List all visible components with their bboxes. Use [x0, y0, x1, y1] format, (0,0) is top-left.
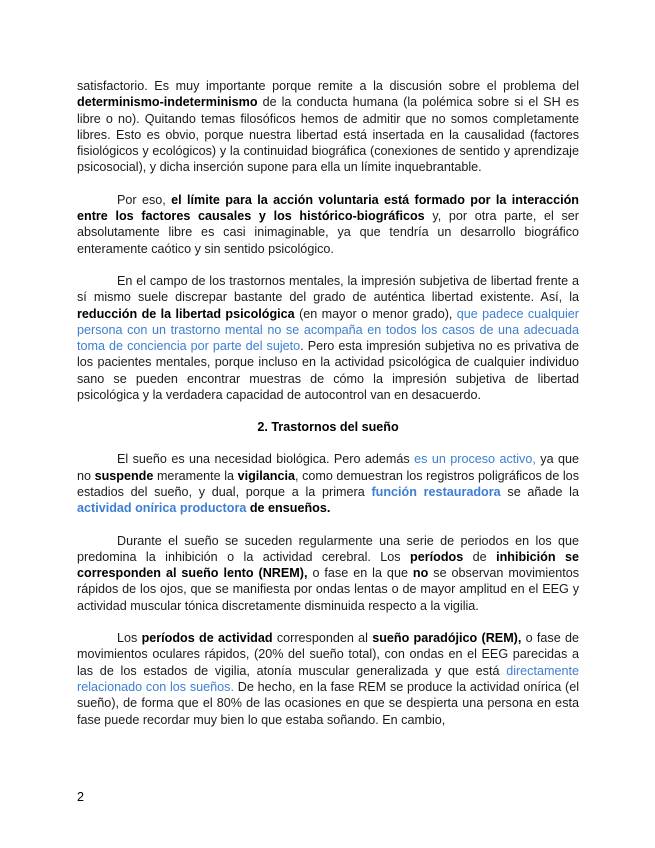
- bold-term: sueño paradójico (REM),: [372, 631, 522, 646]
- bold-term: períodos: [410, 549, 464, 564]
- bold-term: el límite para la acción voluntaria está formado por la interacción entre los factores causales y los histórico-biográficos: [77, 192, 579, 224]
- text-run: (en mayor o menor grado),: [294, 306, 457, 321]
- paragraph-sueno-nrem: [77, 533, 579, 614]
- text-run: Por eso,: [117, 192, 172, 207]
- text-run: de: [463, 549, 497, 564]
- highlighted-text: es un proceso activo,: [414, 452, 536, 467]
- text-run: de la conducta humana (la polémica sobre si el SH es libre o no). Quitando temas filosóficos hemos de admitir que no somos completamente libres. Esto es obvio, porque nuestra libertad está insertada en la causalidad (factores fisiológicos y ecológicos) y la continuidad biográfica (conexiones de sentido y aprendizaje psicosocial), y dicha inserción supone para ella un límite inquebrantable.: [77, 95, 579, 175]
- paragraph-limite-accion-voluntaria: [77, 192, 579, 257]
- highlighted-bold-term: función restauradora: [371, 484, 501, 499]
- text-run: , como demuestran los registros poligráficos de los estadios del sueño, y dual, porque a la primera: [77, 468, 579, 499]
- text-run: ya que no: [77, 452, 579, 483]
- bold-term: períodos de actividad: [141, 631, 273, 646]
- text-run: meramente la: [153, 468, 238, 483]
- document-page: [77, 78, 579, 728]
- page-number: 2: [77, 790, 85, 804]
- text-run: se añade la: [500, 484, 579, 499]
- text-run: En el campo de los trastornos mentales, la impresión subjetiva de libertad frente a sí mismo suele discrepar bastante del grado de auténtica libertad existente. Así, la: [77, 273, 579, 305]
- bold-term: inhibición se corresponden al sueño lento (NREM),: [77, 549, 579, 581]
- paragraph-libertad-causalidad: [77, 78, 579, 176]
- bold-term: de ensueños.: [246, 501, 331, 516]
- text-run: o fase en la que: [307, 566, 413, 581]
- text-run: y, por otra parte, el ser absolutamente libre es casi inimaginable, ya que tendría un desarrollo biográfico enteramente caótico y sin sentido psicológico.: [77, 209, 579, 256]
- text-run: . Pero esta impresión subjetiva no es privativa de los pacientes mentales, porque incluso en la actividad psicológica de cualquier individuo sano se pueden encontrar muestras de cómo la impresión subjetiva de libertad psicológica y la verdadera capacidad de autocontrol van en desacuerdo.: [77, 339, 579, 403]
- text-run: o fase de movimientos oculares rápidos, (20% del sueño total), con ondas en el EEG parecidas a las de los estados de vigilia, atonía muscular generalizada y que está: [77, 631, 579, 678]
- text-run: se observan movimientos rápidos de los ojos, que se manifiesta por ondas lentas o de mayor amplitud en el EEG y actividad muscular tónica discretamente disminuida respecto a la vigilia.: [77, 566, 580, 613]
- text-run: Durante el sueño se suceden regularmente una serie de periodos en los que predomina la inhibición o la actividad cerebral. Los: [77, 533, 579, 564]
- highlighted-bold-term: actividad onírica productora: [77, 501, 247, 516]
- text-run: satisfactorio. Es muy importante porque remite a la discusión sobre el problema del: [77, 79, 579, 93]
- bold-term: no: [412, 566, 429, 581]
- paragraph-trastornos-mentales: [77, 273, 579, 403]
- highlighted-text: directamente relacionado con los sueños.: [77, 663, 579, 694]
- highlighted-text: que padece cualquier persona con un trastorno mental no se acompaña en todos los casos de una adecuada toma de conciencia por parte del sujeto: [77, 306, 579, 354]
- section-heading: 2. Trastornos del sueño: [257, 420, 399, 435]
- bold-term: suspende: [94, 468, 154, 483]
- bold-term: vigilancia: [237, 468, 295, 483]
- text-run: corresponden al: [272, 631, 373, 646]
- paragraph-sueno-rem: [77, 630, 579, 728]
- bold-term: determinismo-indeterminismo: [77, 95, 258, 110]
- text-run: Los: [117, 631, 142, 646]
- bold-term: reducción de la libertad psicológica: [77, 306, 295, 321]
- paragraph-sueno-necesidad: [77, 451, 579, 516]
- text-run: De hecho, en la fase REM se produce la actividad onírica (el sueño), de forma que el 80% de las ocasiones en que se despierta una persona en esta fase puede recordar muy bien lo que estaba soñando. En cambio,: [77, 679, 579, 727]
- text-run: El sueño es una necesidad biológica. Pero además: [117, 452, 415, 467]
